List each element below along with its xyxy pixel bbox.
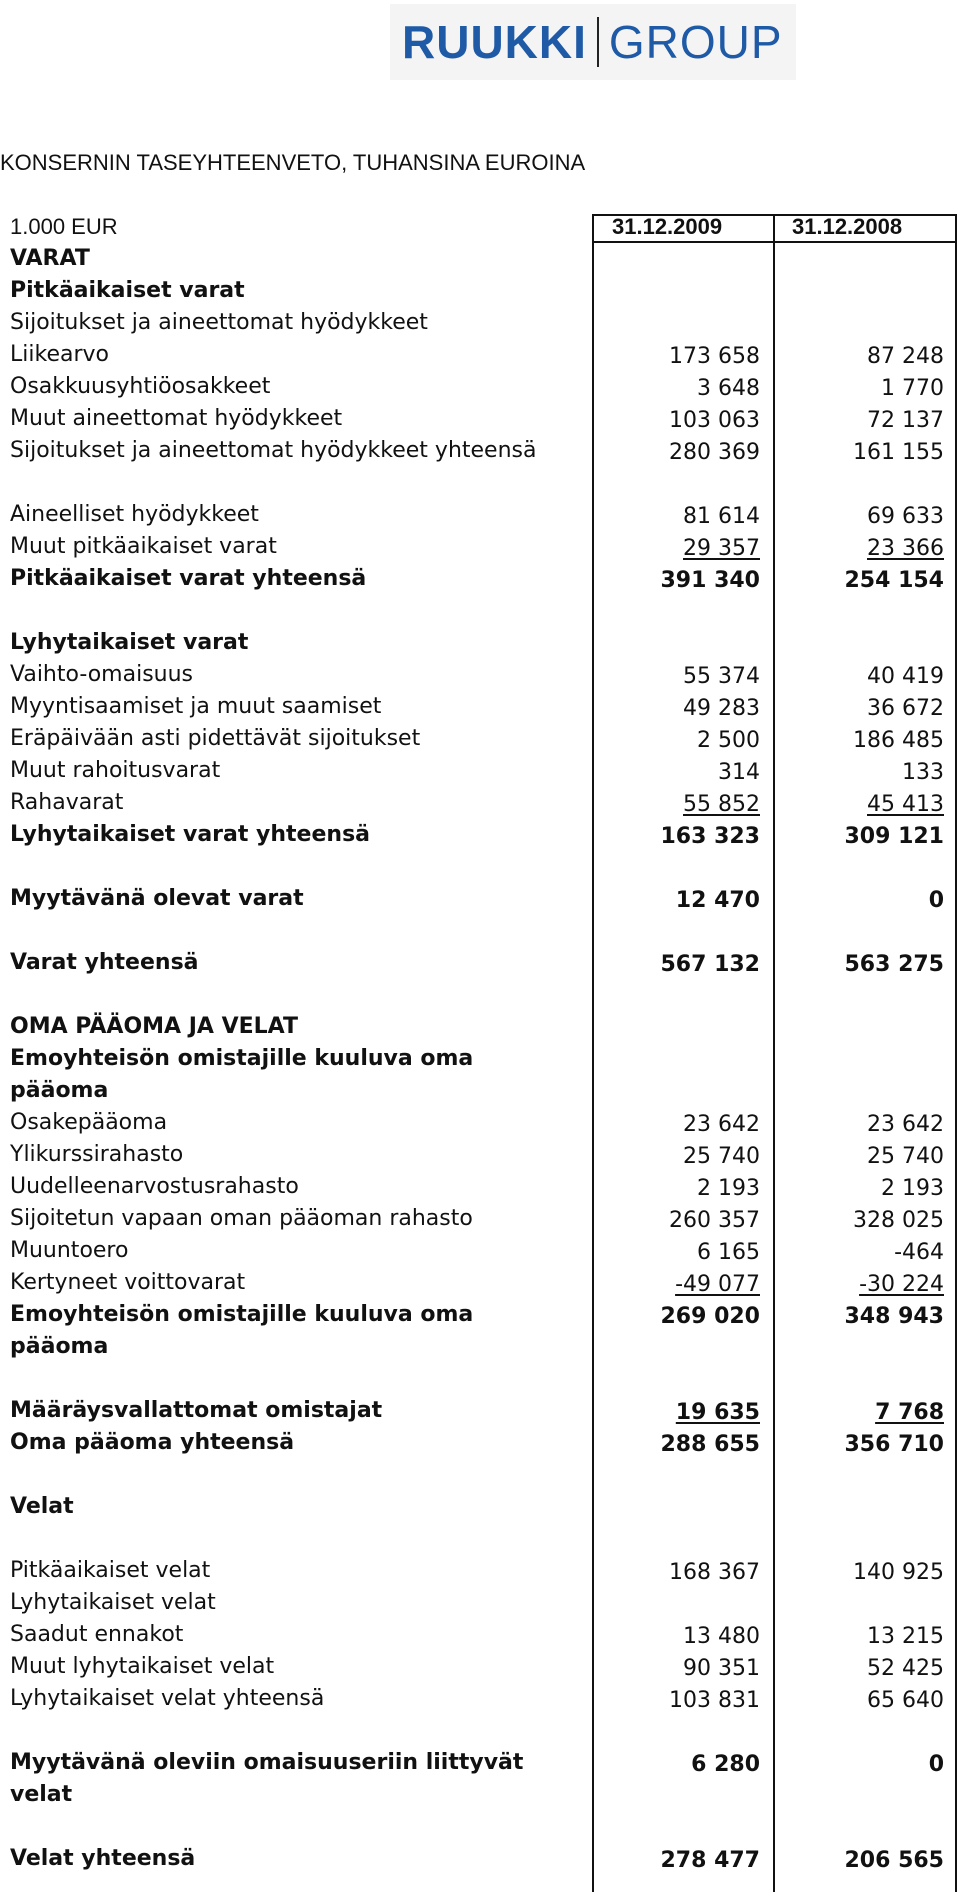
row-label: pääoma bbox=[10, 1078, 109, 1103]
table-row bbox=[0, 277, 960, 307]
value-2009: 280 369 bbox=[669, 440, 760, 465]
value-2008: -30 224 bbox=[859, 1272, 944, 1297]
value-2008: 140 925 bbox=[853, 1560, 944, 1585]
value-2009: 173 658 bbox=[669, 344, 760, 369]
value-2009: 163 323 bbox=[660, 824, 760, 849]
row-label: VARAT bbox=[10, 246, 90, 271]
value-2009: 260 357 bbox=[669, 1208, 760, 1233]
table-row bbox=[0, 341, 960, 371]
value-2009: 12 470 bbox=[675, 888, 760, 913]
value-2008: 186 485 bbox=[853, 728, 944, 753]
row-label: Uudelleenarvostusrahasto bbox=[10, 1174, 299, 1199]
row-label: Muut pitkäaikaiset varat bbox=[10, 534, 277, 559]
value-2009: 314 bbox=[718, 760, 760, 785]
value-2009: 25 740 bbox=[683, 1144, 760, 1169]
value-2008: 356 710 bbox=[844, 1432, 944, 1457]
value-2009: 29 357 bbox=[683, 536, 760, 561]
unit-label: 1.000 EUR bbox=[10, 214, 118, 239]
value-2008: 0 bbox=[928, 888, 944, 913]
table-row bbox=[0, 757, 960, 787]
value-2008: 23 642 bbox=[867, 1112, 944, 1137]
value-2008: 23 366 bbox=[867, 536, 944, 561]
row-label: Emoyhteisön omistajille kuuluva oma bbox=[10, 1302, 474, 1327]
row-label: Lyhytaikaiset varat bbox=[10, 630, 249, 655]
value-2009: 3 648 bbox=[697, 376, 760, 401]
value-2009: 55 374 bbox=[683, 664, 760, 689]
table-row bbox=[0, 1397, 960, 1427]
value-2008: -464 bbox=[894, 1240, 944, 1265]
row-label: velat bbox=[10, 1782, 73, 1807]
value-2009: 6 165 bbox=[697, 1240, 760, 1265]
row-label: Pitkäaikaiset varat bbox=[10, 278, 245, 303]
table-row bbox=[0, 1493, 960, 1523]
value-2009: 81 614 bbox=[683, 504, 760, 529]
row-label: Muut lyhytaikaiset velat bbox=[10, 1654, 275, 1679]
table-row bbox=[0, 821, 960, 851]
value-2008: 206 565 bbox=[844, 1848, 944, 1873]
value-2008: 0 bbox=[928, 1752, 944, 1777]
table-row bbox=[0, 373, 960, 403]
table-row bbox=[0, 1077, 960, 1107]
column-header-2008: 31.12.2008 bbox=[792, 214, 903, 239]
table-row bbox=[0, 1557, 960, 1587]
table-row bbox=[0, 1589, 960, 1619]
value-2009: 288 655 bbox=[660, 1432, 760, 1457]
value-2008: 563 275 bbox=[844, 952, 944, 977]
table-row bbox=[0, 1621, 960, 1651]
logo-divider bbox=[597, 17, 599, 67]
table-row bbox=[0, 1173, 960, 1203]
table-row bbox=[0, 1781, 960, 1811]
row-label: Sijoitukset ja aineettomat hyödykkeet bbox=[10, 310, 428, 335]
document-title: KONSERNIN TASEYHTEENVETO, TUHANSINA EUROINA bbox=[0, 150, 586, 175]
value-2009: 13 480 bbox=[683, 1624, 760, 1649]
value-2008: 72 137 bbox=[867, 408, 944, 433]
value-2008: 2 193 bbox=[881, 1176, 944, 1201]
table-row bbox=[0, 1749, 960, 1779]
row-label: Muuntoero bbox=[10, 1238, 129, 1263]
table-row bbox=[0, 789, 960, 819]
table-row bbox=[0, 405, 960, 435]
table-row bbox=[0, 1237, 960, 1267]
value-2008: 36 672 bbox=[867, 696, 944, 721]
value-2009: 168 367 bbox=[669, 1560, 760, 1585]
row-label: Osakkuusyhtiöosakkeet bbox=[10, 374, 271, 399]
value-2009: 90 351 bbox=[683, 1656, 760, 1681]
table-row bbox=[0, 309, 960, 339]
value-2009: 103 831 bbox=[669, 1688, 760, 1713]
value-2009: 6 280 bbox=[691, 1752, 760, 1777]
row-label: Pitkäaikaiset velat bbox=[10, 1558, 211, 1583]
value-2008: 7 768 bbox=[875, 1400, 944, 1425]
table-row bbox=[0, 1013, 960, 1043]
row-label: Emoyhteisön omistajille kuuluva oma bbox=[10, 1046, 474, 1071]
value-2008: 254 154 bbox=[844, 568, 944, 593]
value-2008: 328 025 bbox=[853, 1208, 944, 1233]
table-row bbox=[0, 565, 960, 595]
value-2008: 87 248 bbox=[867, 344, 944, 369]
row-label: Vaihto-omaisuus bbox=[10, 662, 194, 687]
row-label: pääoma bbox=[10, 1334, 109, 1359]
row-label: Myytävänä oleviin omaisuuseriin liittyvät bbox=[10, 1750, 524, 1775]
column-header-2009: 31.12.2009 bbox=[612, 214, 723, 239]
value-2008: 309 121 bbox=[844, 824, 944, 849]
value-2009: 567 132 bbox=[660, 952, 760, 977]
value-2009: 391 340 bbox=[660, 568, 760, 593]
value-2009: 103 063 bbox=[669, 408, 760, 433]
row-label: Aineelliset hyödykkeet bbox=[10, 502, 259, 527]
value-2009: 2 500 bbox=[697, 728, 760, 753]
row-label: Rahavarat bbox=[10, 790, 124, 815]
value-2009: -49 077 bbox=[675, 1272, 760, 1297]
row-label: Osakepääoma bbox=[10, 1110, 168, 1135]
row-label: Myyntisaamiset ja muut saamiset bbox=[10, 694, 382, 719]
value-2008: 348 943 bbox=[844, 1304, 944, 1329]
row-label: Muut rahoitusvarat bbox=[10, 758, 221, 783]
table-row bbox=[0, 693, 960, 723]
value-2008: 69 633 bbox=[867, 504, 944, 529]
value-2009: 55 852 bbox=[683, 792, 760, 817]
table-row bbox=[0, 1141, 960, 1171]
value-2008: 52 425 bbox=[867, 1656, 944, 1681]
table-row bbox=[0, 1301, 960, 1331]
row-label: Pitkäaikaiset varat yhteensä bbox=[10, 566, 367, 591]
value-2008: 45 413 bbox=[867, 792, 944, 817]
value-2009: 2 193 bbox=[697, 1176, 760, 1201]
row-label: Saadut ennakot bbox=[10, 1622, 184, 1647]
row-label: Varat yhteensä bbox=[10, 950, 199, 975]
row-label: Lyhytaikaiset velat bbox=[10, 1590, 216, 1615]
table-row bbox=[0, 725, 960, 755]
value-2008: 1 770 bbox=[881, 376, 944, 401]
row-label: Lyhytaikaiset varat yhteensä bbox=[10, 822, 371, 847]
value-2009: 278 477 bbox=[660, 1848, 760, 1873]
table-row bbox=[0, 1685, 960, 1715]
table-row bbox=[0, 1429, 960, 1459]
row-label: Ylikurssirahasto bbox=[10, 1142, 184, 1167]
table-row bbox=[0, 501, 960, 531]
row-label: Määräysvallattomat omistajat bbox=[10, 1398, 383, 1423]
value-2008: 133 bbox=[902, 760, 944, 785]
ruukki-group-logo bbox=[390, 4, 796, 80]
row-label: Sijoitetun vapaan oman pääoman rahasto bbox=[10, 1206, 473, 1231]
table-row bbox=[0, 661, 960, 691]
table-row bbox=[0, 437, 960, 467]
logo-text-group: GROUP bbox=[608, 16, 783, 68]
value-2009: 23 642 bbox=[683, 1112, 760, 1137]
row-label: Velat yhteensä bbox=[10, 1846, 196, 1871]
logo-text-ruukki: RUUKKI bbox=[402, 16, 587, 68]
row-label: Kertyneet voittovarat bbox=[10, 1270, 246, 1295]
row-label: Eräpäivään asti pidettävät sijoitukset bbox=[10, 726, 421, 751]
value-2008: 25 740 bbox=[867, 1144, 944, 1169]
row-label: Oma pääoma yhteensä bbox=[10, 1430, 295, 1455]
row-label: Muut aineettomat hyödykkeet bbox=[10, 406, 343, 431]
value-2008: 13 215 bbox=[867, 1624, 944, 1649]
table-row bbox=[0, 1333, 960, 1363]
table-row bbox=[0, 1109, 960, 1139]
table-row bbox=[0, 1205, 960, 1235]
value-2009: 19 635 bbox=[675, 1400, 760, 1425]
row-label: Liikearvo bbox=[10, 342, 109, 367]
table-row bbox=[0, 949, 960, 979]
value-2008: 65 640 bbox=[867, 1688, 944, 1713]
table-row bbox=[0, 1269, 960, 1299]
value-2008: 161 155 bbox=[853, 440, 944, 465]
table-row bbox=[0, 245, 960, 275]
row-label: Sijoitukset ja aineettomat hyödykkeet yhteensä bbox=[10, 438, 537, 463]
table-row bbox=[0, 1653, 960, 1683]
row-label: Myytävänä olevat varat bbox=[10, 886, 304, 911]
value-2009: 49 283 bbox=[683, 696, 760, 721]
value-2009: 269 020 bbox=[660, 1304, 760, 1329]
value-2008: 40 419 bbox=[867, 664, 944, 689]
table-row bbox=[0, 533, 960, 563]
row-label: Velat bbox=[10, 1494, 74, 1519]
row-label: OMA PÄÄOMA JA VELAT bbox=[10, 1014, 298, 1039]
table-row bbox=[0, 885, 960, 915]
table-row bbox=[0, 1845, 960, 1875]
row-label: Lyhytaikaiset velat yhteensä bbox=[10, 1686, 325, 1711]
table-row bbox=[0, 629, 960, 659]
table-row bbox=[0, 1045, 960, 1075]
